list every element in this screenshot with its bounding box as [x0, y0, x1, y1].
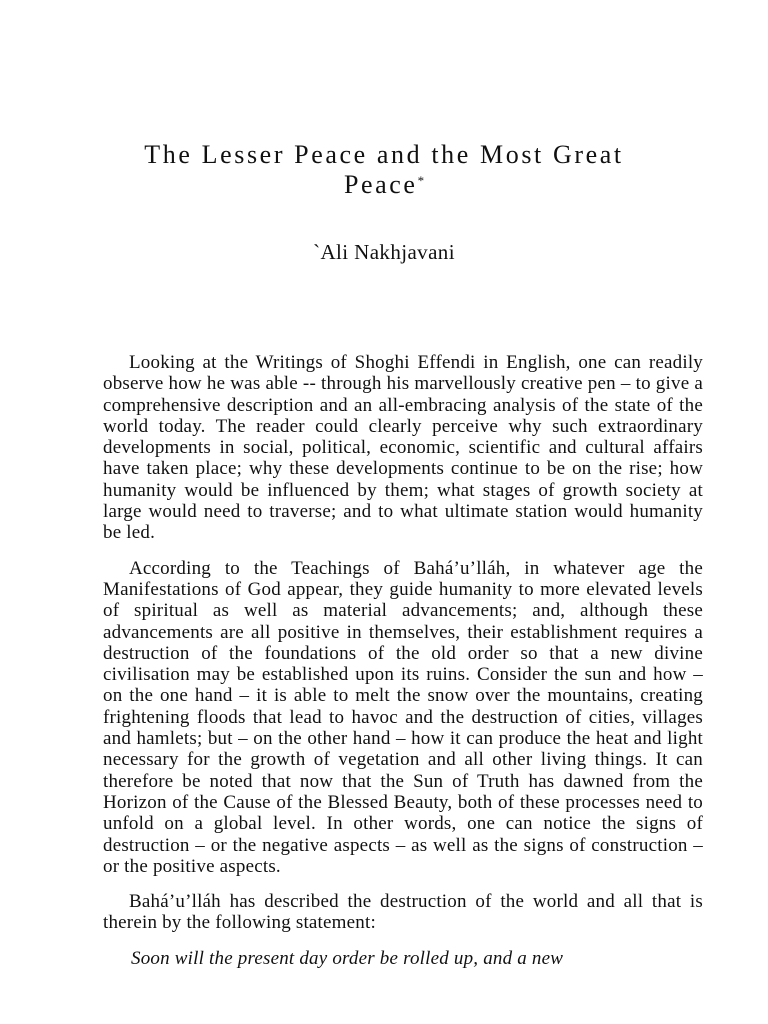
- paragraph-1: Looking at the Writings of Shoghi Effendi in English, one can readily observe how he was able -- through his marvellously creative pen – to give a comprehensive description and an all-embracing analysis of the state of the world today. The reader could clearly perceive why such extraordinary developments in social, political, economic, scientific and cultural affairs have taken place; why these developments continue to be on the rise; how humanity would be influenced by them; what stages of growth society at large would need to traverse; and to what ultimate station would humanity be led.: [103, 352, 703, 544]
- document-title: [100, 140, 668, 200]
- block-quote: Soon will the present day order be rolled up, and a new: [131, 947, 564, 969]
- paragraph-3: Bahá’u’lláh has described the destruction of the world and all that is therein by the following statement:: [103, 891, 703, 934]
- author-name: `Ali Nakhjavani: [313, 240, 455, 264]
- body-text: [103, 352, 703, 969]
- title-footnote-marker: *: [417, 173, 425, 188]
- paragraph-2: According to the Teachings of Bahá’u’lláh, in whatever age the Manifestations of God appear, they guide humanity to more elevated levels of spiritual as well as material advancements; and, although these advancements are all positive in themselves, their establishment requires a destruction of the foundations of the old order so that a new divine civilisation may be established upon its ruins. Consider the sun and how – on the one hand – it is able to melt the snow over the mountains, creating frightening floods that lead to havoc and the destruction of cities, villages and hamlets; but – on the other hand – how it can produce the heat and light necessary for the growth of vegetation and all other living things. It can therefore be noted that now that the Sun of Truth has dawned from the Horizon of the Cause of the Blessed Beauty, both of these processes need to unfold on a global level. In other words, one can notice the signs of destruction – or the negative aspects – as well as the signs of construction – or the positive aspects.: [103, 557, 703, 877]
- title-text: The Lesser Peace and the Most Great Peace: [144, 140, 624, 199]
